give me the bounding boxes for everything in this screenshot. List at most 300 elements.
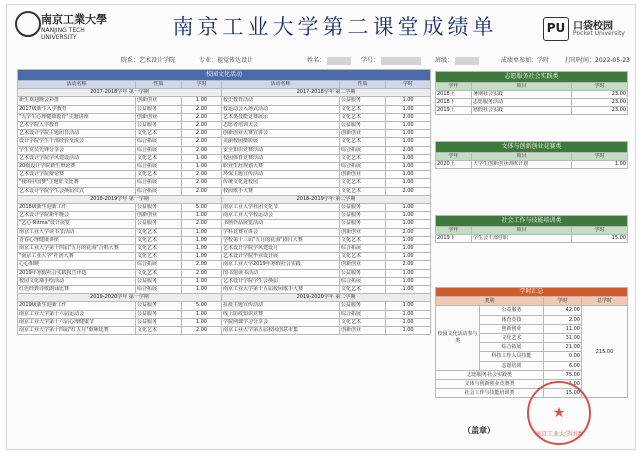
activity-nature: 文化艺术 [340,187,386,195]
row-year: 2019上 [436,107,472,115]
social-work-band: 社会工作与技能培训类 [436,216,628,227]
student-info-row [31,53,630,67]
activity-hours: 1.00 [182,318,222,326]
activity-name: 线上防疫知识竞赛 [222,310,340,318]
table-row [18,318,431,326]
table-row [18,212,431,220]
activity-name: 新生欢迎晚会彩排 [18,97,136,105]
activity-name: 图书馆读书活动 [222,269,340,277]
category-name: 志愿培训 [480,361,544,370]
row-project: 暑期社会实践 [472,91,572,99]
table-row [18,245,431,253]
table-row [18,171,431,179]
activity-nature: 公益服务 [340,122,386,130]
category-name: 体育竞技 [480,315,544,324]
activity-hours: 1.00 [182,154,222,162]
activity-nature: 公益服务 [136,220,182,228]
id-info [361,55,421,65]
col-project: 项目 [472,83,572,91]
activity-nature: 综合拓展 [340,310,386,318]
activity-hours: 1.00 [182,97,222,105]
redacted-class [455,57,479,65]
activity-name: 安全知识竞赛活动 [222,146,340,154]
activity-nature: 文化艺术 [340,236,386,244]
table-row [18,228,431,236]
activity-name: 南京工业大学第十六届运动会 [18,310,136,318]
activity-hours: 1.00 [386,245,431,253]
activity-hours: 1.00 [386,105,431,113]
activity-hours: 2.00 [386,113,431,121]
table-row [436,235,628,243]
activity-hours: 5.00 [182,302,222,310]
official-red-stamp [527,381,591,445]
semester-label: 2017-2018学年 第一学期 [18,89,222,97]
row-project: 大学生创新创业训练计划 [472,161,572,169]
activity-hours: 1.00 [182,253,222,261]
activity-nature: 公益服务 [340,204,386,212]
activity-name: 艺术设计学院毕业设计展 [222,253,340,261]
row-project: 志愿服务活动 [472,99,572,107]
activity-hours: 1.00 [182,245,222,253]
activity-nature: 创新创业 [340,171,386,179]
innovation-table [435,141,628,169]
activity-name: 校园文化墙手绘活动 [18,277,136,285]
row-project: 学生会干部任职 [472,235,572,243]
social-header-row [436,83,628,91]
table-row [18,163,431,171]
row-hours: 1.00 [572,161,628,169]
activity-nature: 综合拓展 [136,179,182,187]
table-row [18,220,431,228]
activity-hours: 1.00 [386,310,431,318]
category-name: 文体与创新创业竞赛类 [436,380,544,389]
activity-name: "南京工业大学"社团大赛 [18,253,136,261]
stamp-text: 南京工业大学团委 [534,431,583,438]
activity-hours: 2.00 [182,138,222,146]
grade-info: 成绩单参加：学时 [501,57,550,64]
col-project: 项目 [472,227,572,235]
activity-name: 艺术设计学院学风建设月 [222,245,340,253]
activity-hours: 1.00 [386,253,431,261]
activity-nature: 文化艺术 [340,318,386,326]
activity-nature: 创新创业 [136,113,182,121]
activity-hours: 2.00 [386,228,431,236]
category-hours: 2.00 [544,315,582,324]
activity-name: 校运动会入场式活动 [222,105,340,113]
col-hours: 学时 [572,153,628,161]
print-date: 打印时间：2022-05-23 [565,57,630,64]
activity-nature: 综合拓展 [136,286,182,294]
activity-name: 环保主题宣传活动 [222,171,340,179]
activity-name: 校史教育活动 [222,97,340,105]
col-year: 学年 [436,83,472,91]
activity-nature: 创新创业 [340,261,386,269]
activity-nature: 创新创业 [136,212,182,220]
activity-name: 职业生涯规划大赛 [222,163,340,171]
col-hours: 学时 [544,297,582,306]
semester-row [18,89,431,97]
category-name: 创新创业 [480,324,544,333]
col-category: 类别 [436,297,544,306]
university-seal-icon [15,11,41,37]
activity-nature: 综合拓展 [136,261,182,269]
brand-chinese-name: 口袋校园 [573,21,613,32]
activity-name: 学科竞赛宣讲会 [222,228,340,236]
activity-nature: 综合拓展 [136,146,182,154]
row-hours: 23.00 [572,99,628,107]
college-info: 院系：艺术设计学院 [121,57,176,64]
activity-nature: 综合拓展 [340,245,386,253]
col-year: 学年 [436,227,472,235]
page-title: 南京工业大学第二课堂成绩单 [172,15,498,39]
activity-name: 南京工业大学第十四届"五月的花海"合唱大赛 [18,245,136,253]
table-row [18,327,431,335]
social-work-table [435,215,628,243]
activity-hours: 5.00 [182,204,222,212]
col-activity-name: 活动名称 [222,81,340,89]
seal-label: （盖章） [463,426,495,435]
activity-name: 美丽校园摄影展 [222,138,340,146]
activities-header-row [18,81,431,89]
activity-hours: 1.00 [182,163,222,171]
activity-hours: 1.00 [386,302,431,310]
redacted-name [327,57,351,65]
activity-name: 南京工业大学社团文化节 [222,204,340,212]
category-hours: 21.00 [544,343,582,352]
activity-nature: 综合拓展 [136,187,182,195]
innovation-band: 文体与创新创业竞赛类 [436,142,628,153]
activity-hours: 1.00 [182,236,222,244]
activity-nature: 公益服务 [136,310,182,318]
row-year: 2020上 [436,161,472,169]
activity-hours: 2.00 [182,327,222,335]
activity-nature: 公益服务 [340,212,386,220]
activity-hours: 2.00 [182,171,222,179]
table-row [18,105,431,113]
id-label: 学号： [361,57,380,64]
activity-name: 南京工业大学第十六届心理健康节 [18,318,136,326]
activity-nature: 公益服务 [340,269,386,277]
row-year: 2018下 [436,99,472,107]
activity-nature: 公益服务 [136,204,182,212]
activity-name: 南京工业大学第五届校园创意市集 [222,327,340,335]
activity-hours: 1.00 [182,310,222,318]
activity-hours: 1.00 [182,212,222,220]
table-row [436,91,628,99]
activity-hours: 1.00 [386,220,431,228]
activity-name: 南京工业大学第十四届"红五月"歌咏比赛 [18,327,136,335]
activity-nature: 文化艺术 [136,245,182,253]
activity-hours: 1.00 [386,130,431,138]
category-hours: 1.00 [544,380,582,389]
summary-row [436,306,628,315]
category-name: 综合拓展 [480,343,544,352]
activity-name: 学生党员先锋分享会 [18,146,136,154]
table-row [18,277,431,285]
table-row [436,107,628,115]
activity-hours: 2.00 [386,261,431,269]
activity-hours: 1.00 [386,163,431,171]
activity-name: 心心相映 [18,261,136,269]
activity-hours: 1.00 [182,228,222,236]
activity-nature: 公益服务 [136,302,182,310]
major-info: 专业：视觉传达设计 [199,57,254,64]
activity-hours: 1.00 [386,154,431,162]
table-row [18,113,431,121]
activity-name: "艺心·Ritma"设计展览 [18,220,136,228]
innovation-header-row [436,153,628,161]
activity-nature: 公益服务 [340,302,386,310]
activity-hours: 1.00 [386,318,431,326]
category-hours: 11.00 [544,324,582,333]
activity-hours: 1.00 [386,277,431,285]
activity-nature: 文化艺术 [340,253,386,261]
semester-label: 2019-2020学年 第一学期 [18,294,222,302]
category-name: 公益服务 [480,306,544,315]
class-label: 班级： [435,57,454,64]
activity-name: 艺术设计学院辩论赛 [18,171,136,179]
activity-name: 南京工业大学校运动会 [222,212,340,220]
activity-nature: 文化艺术 [340,105,386,113]
activity-hours: 2.00 [182,146,222,154]
row-hours: 23.00 [572,107,628,115]
activity-hours: 2.00 [182,105,222,113]
col-year: 学年 [436,153,472,161]
activity-hours: 1.00 [182,277,222,285]
activity-name: 创新创业大赛宣讲会 [222,130,340,138]
activity-hours: 1.00 [386,204,431,212]
activity-nature: 创新创业 [340,228,386,236]
activity-nature: 综合拓展 [136,163,182,171]
category-hours: 0.00 [544,352,582,361]
activity-hours: 2.00 [386,146,431,154]
category-hours: 75.00 [544,370,582,379]
activity-name: 2017级新生入学教育 [18,105,136,113]
col-hours: 学时 [572,227,628,235]
col-nature: 性质 [340,81,386,89]
category-hours: 31.00 [544,334,582,343]
activity-nature: 公益服务 [136,277,182,285]
activity-nature: 文化艺术 [136,130,182,138]
logo-chinese-name: 南京工業大學 [41,13,107,26]
semester-row [18,195,431,203]
table-row [18,302,431,310]
col-project: 项目 [472,153,572,161]
activity-nature: 文化艺术 [136,236,182,244]
category-group-label: 校园文化活动参与类 [436,306,480,370]
stamp-star-icon: ★ [552,405,566,421]
activity-nature: 公益服务 [136,122,182,130]
table-row [18,253,431,261]
activity-nature: 公益服务 [340,220,386,228]
activity-name: 艺术设计学院学生会换届仪式 [18,187,136,195]
activity-nature: 综合拓展 [136,138,182,146]
activity-nature: 公益服务 [136,318,182,326]
total-hours-value: 215.00 [582,306,628,398]
activity-name: 艺术设计学院新年晚会 [18,212,136,220]
col-hours: 学时 [386,81,431,89]
category-hours: 6.00 [544,361,582,370]
row-project: 寒假社会实践 [472,107,572,115]
activity-name: 校园歌手大赛 [222,187,340,195]
activity-nature: 公益服务 [136,105,182,113]
activity-nature: 创新创业 [340,327,386,335]
table-row [18,286,431,294]
table-row [18,122,431,130]
table-row [18,138,431,146]
category-hours: 42.00 [544,306,582,315]
row-hours: 15.00 [572,235,628,243]
activity-nature: 文化艺术 [136,154,182,162]
activity-name: 艺术设计学院学风建设活动 [18,154,136,162]
activity-hours: 2.00 [182,130,222,138]
table-row [436,99,628,107]
table-row [18,97,431,105]
class-info [435,55,479,65]
activity-name: 校园体育竞赛活动 [222,154,340,162]
activity-nature: 文化艺术 [340,138,386,146]
table-row [18,146,431,154]
activity-name: 志愿者培训大会 [222,122,340,130]
activity-name: 南京工业大学2019年寒假社会实践 [222,261,340,269]
activity-hours: 1.00 [386,286,431,294]
row-hours: 23.00 [572,91,628,99]
semester-label: 2017-2018学年 第二学期 [222,89,431,97]
activity-nature: 创新创业 [136,97,182,105]
campus-activities-table [17,69,431,335]
activity-name: 红色经典诗歌朗诵比赛 [18,286,136,294]
semester-label: 2018-2019学年 第一学期 [18,195,222,203]
table-row [18,269,431,277]
activity-name: 南京工业大学第十五届校园歌手大赛 [222,286,340,294]
category-name: 志愿服务社会实践类 [436,370,544,379]
activity-nature: 文化艺术 [136,171,182,179]
activity-nature: 文化艺术 [136,327,182,335]
category-name: 社会工作与技能培训类 [436,389,544,398]
activity-nature: 文化艺术 [340,179,386,187]
activity-hours: 1.00 [386,138,431,146]
activity-nature: 文化艺术 [136,269,182,277]
table-row [18,179,431,187]
activity-nature: 综合拓展 [340,277,386,285]
name-info [307,55,351,65]
activity-name: 传统文化进校园 [222,179,340,187]
activity-name: 2019年寒假社会实践报告评选 [18,269,136,277]
activity-hours: 2.00 [182,269,222,277]
activity-hours: 2.00 [182,122,222,130]
activity-name: 2019级新生迎新工作 [18,302,136,310]
table-row [18,204,431,212]
activity-hours: 1.00 [386,179,431,187]
activity-name: 艺术设计学院学生会换届 [222,277,340,285]
name-label: 姓名： [307,57,326,64]
activity-hours: 1.00 [386,236,431,244]
brand-english-name: Pocket University [573,30,625,37]
activity-hours: 2.00 [182,187,222,195]
activity-name: 学院网课学习分享会 [222,318,340,326]
activity-nature: 文化艺术 [340,113,386,121]
activity-name: 青春心理健康讲座 [18,236,136,244]
activity-hours: 2.00 [182,113,222,121]
category-name: 科技工作人员技能 [480,352,544,361]
social-practice-table [435,71,628,115]
activity-nature: 文化艺术 [340,154,386,162]
hours-summary-table [435,287,628,398]
work-header-row [436,227,628,235]
table-row [18,261,431,269]
activity-hours: 1.00 [386,327,431,335]
campus-activities-band: 校园文化活动 [18,70,431,81]
activity-hours: 2.00 [386,187,431,195]
activity-name: 20级设计学院新生辩论赛 [18,163,136,171]
category-hours: 15.00 [544,389,582,398]
table-row [436,161,628,169]
activity-name: "大学生心理健康教育"主题讲座 [18,113,136,121]
semester-row [18,294,431,302]
activity-nature: 创新创业 [340,130,386,138]
activity-hours: 1.00 [386,212,431,220]
activity-hours: 1.00 [182,286,222,294]
activity-name: 艺术学院人学教育 [18,122,136,130]
university-logo [15,11,111,47]
activity-name: 学校第十三届"五月的花海"剧目大赛 [222,236,340,244]
social-practice-band: 志愿服务社会实践类 [436,72,628,83]
col-activity-name: 活动名称 [18,81,136,89]
redacted-id [381,57,421,65]
row-year: 2019下 [436,235,472,243]
activity-name: 设计学院学生干部经验交流会 [18,138,136,146]
table-row [18,236,431,244]
activity-name: 南京工业大学读书节活动 [18,228,136,236]
activity-nature: 文化艺术 [136,253,182,261]
pu-logo-icon: PU [543,17,569,41]
col-nature: 性质 [136,81,182,89]
activity-hours: 2.00 [182,220,222,228]
summary-header-row [436,297,628,306]
activity-name: "我的中国梦"主题征文比赛 [18,179,136,187]
transcript-sheet [6,4,636,450]
activity-hours: 1.00 [386,122,431,130]
activity-nature: 公益服务 [340,97,386,105]
activity-nature: 文化艺术 [136,228,182,236]
col-total-hours: 总学时 [582,297,628,306]
table-row [18,130,431,138]
logo-english-name: NANJING TECH UNIVERSITY [41,27,85,41]
activity-name: 艺术类技能竞赛展示 [222,113,340,121]
col-hours: 学时 [182,81,222,89]
activity-hours: 2.00 [182,179,222,187]
activity-name: 艺术设计学院主题团日活动 [18,130,136,138]
activity-nature: 文化艺术 [340,286,386,294]
summary-band: 学时汇总 [436,288,628,297]
activity-name: 2018级新生迎新工作 [18,204,136,212]
table-row [18,154,431,162]
activity-hours: 1.00 [386,171,431,179]
activity-hours: 2.00 [182,261,222,269]
table-row [18,187,431,195]
row-year: 2018上 [436,91,472,99]
semester-label: 2019-2020学年 第二学期 [222,294,431,302]
activity-hours: 1.00 [386,97,431,105]
category-name: 文化艺术 [480,334,544,343]
col-hours: 学时 [572,83,628,91]
semester-label: 2018-2019学年 第二学期 [222,195,431,203]
activity-name: 抗疫主题宣传活动 [222,302,340,310]
table-row [18,310,431,318]
activity-nature: 综合拓展 [340,163,386,171]
activity-nature: 综合拓展 [340,146,386,154]
activity-hours: 1.00 [386,269,431,277]
